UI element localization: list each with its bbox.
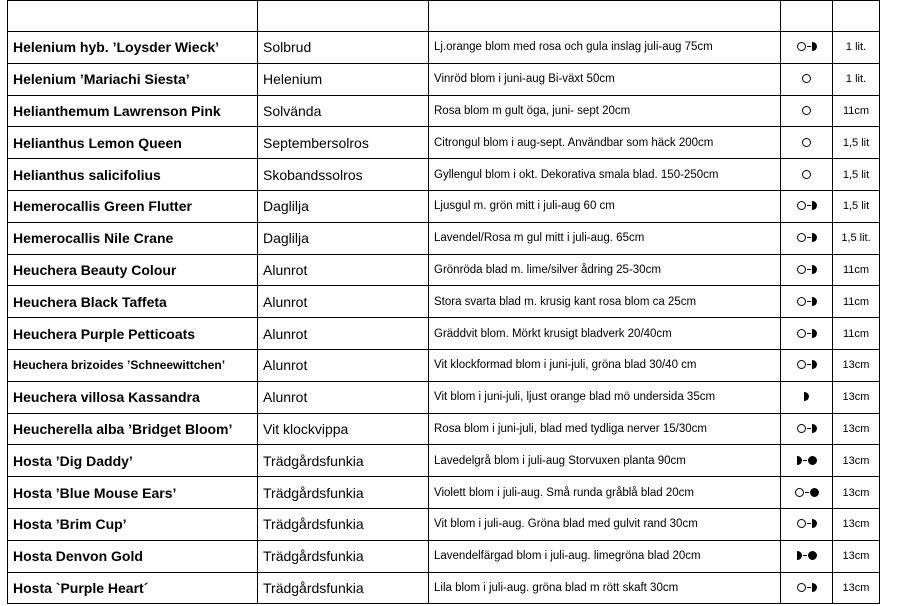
half-shade-icon xyxy=(797,551,802,560)
light-requirement xyxy=(781,508,833,540)
plant-latin-name: Heucherella alba ’Bridget Bloom’ xyxy=(8,413,258,445)
plant-latin-name: Hosta `Purple Heart´ xyxy=(8,572,258,604)
full-shade-icon xyxy=(808,551,817,560)
header-cell-light xyxy=(781,1,833,32)
pot-size: 13cm xyxy=(833,540,880,572)
light-requirement xyxy=(781,572,833,604)
pot-size: 13cm xyxy=(833,477,880,509)
pot-size: 13cm xyxy=(833,349,880,381)
light-requirement xyxy=(781,222,833,254)
plant-description xyxy=(429,508,781,540)
plant-swedish-name: Septembersolros xyxy=(258,127,429,159)
full-shade-icon xyxy=(810,488,819,497)
pot-size: 13cm xyxy=(833,413,880,445)
light-requirement xyxy=(781,32,833,64)
table-row xyxy=(8,32,880,64)
pot-size: 1,5 lit xyxy=(833,190,880,222)
full-sun-icon xyxy=(797,360,806,369)
plant-swedish-name: Alunrot xyxy=(258,286,429,318)
plant-description-text: Lavendel/Rosa m gul mitt i juli-aug. 65cm xyxy=(434,232,645,245)
table-row xyxy=(8,413,880,445)
full-sun-icon xyxy=(797,424,806,433)
half-shade-icon xyxy=(812,329,817,338)
full-sun-icon xyxy=(797,297,806,306)
plant-latin-name: Helenium hyb. ’Loysder Wieck’ xyxy=(8,32,258,64)
plant-description-text: Vinröd blom i juni-aug Bi-växt 50cm xyxy=(434,73,615,86)
separator-dash xyxy=(807,523,811,524)
plant-description xyxy=(429,127,781,159)
separator-dash xyxy=(805,492,809,493)
full-sun-icon xyxy=(802,74,811,83)
plant-latin-name: Heuchera Purple Petticoats xyxy=(8,318,258,350)
plant-description-text: Violett blom i juli-aug. Små runda gråblå blad 20cm xyxy=(434,486,694,499)
plant-latin-name: Heuchera villosa Kassandra xyxy=(8,381,258,413)
light-requirement xyxy=(781,95,833,127)
light-requirement xyxy=(781,413,833,445)
plant-description xyxy=(429,63,781,95)
light-requirement xyxy=(781,540,833,572)
plant-description-text: Lila blom i juli-aug. gröna blad m rött skaft 30cm xyxy=(434,581,679,594)
pot-size: 1,5 lit xyxy=(833,159,880,191)
plant-description-text: Lavendelfärgad blom i juli-aug. limegröna blad 20cm xyxy=(434,550,701,563)
full-sun-icon xyxy=(802,170,811,179)
table-row xyxy=(8,349,880,381)
separator-dash xyxy=(807,269,811,270)
plant-description-text: Vit klockformad blom i juni-juli, gröna blad 30/40 cm xyxy=(434,359,697,372)
table-row xyxy=(8,381,880,413)
plant-description xyxy=(429,95,781,127)
full-sun-icon xyxy=(797,329,806,338)
plant-description xyxy=(429,572,781,604)
light-requirement xyxy=(781,63,833,95)
light-requirement xyxy=(781,477,833,509)
plant-description xyxy=(429,445,781,477)
plant-description-text: Ljusgul m. grön mitt i juli-aug 60 cm xyxy=(434,200,615,213)
plant-swedish-name: Daglilja xyxy=(258,222,429,254)
plant-swedish-name: Trädgårdsfunkia xyxy=(258,477,429,509)
plant-description-text: Gyllengul blom i okt. Dekorativa smala blad. 150-250cm xyxy=(434,168,719,181)
full-shade-icon xyxy=(808,456,817,465)
plant-swedish-name: Vit klockvippa xyxy=(258,413,429,445)
table-header-row xyxy=(8,1,880,32)
table-row xyxy=(8,508,880,540)
plant-swedish-name: Trädgårdsfunkia xyxy=(258,572,429,604)
plant-description xyxy=(429,159,781,191)
full-sun-icon xyxy=(802,138,811,147)
table-row xyxy=(8,63,880,95)
plant-description-text: Grönröda blad m. lime/silver ådring 25-30cm xyxy=(434,263,661,276)
half-shade-icon xyxy=(812,297,817,306)
plant-swedish-name: Alunrot xyxy=(258,349,429,381)
pot-size: 13cm xyxy=(833,381,880,413)
plant-swedish-name: Trädgårdsfunkia xyxy=(258,508,429,540)
plant-latin-name: Heuchera Black Taffeta xyxy=(8,286,258,318)
plant-table xyxy=(7,0,880,604)
light-requirement xyxy=(781,286,833,318)
plant-swedish-name: Alunrot xyxy=(258,381,429,413)
half-shade-icon xyxy=(812,233,817,242)
separator-dash xyxy=(807,237,811,238)
table-row xyxy=(8,159,880,191)
plant-swedish-name: Solbrud xyxy=(258,32,429,64)
plant-description xyxy=(429,318,781,350)
plant-swedish-name: Trädgårdsfunkia xyxy=(258,540,429,572)
plant-description xyxy=(429,477,781,509)
plant-description xyxy=(429,381,781,413)
table-row xyxy=(8,477,880,509)
half-shade-icon xyxy=(812,583,817,592)
table-row xyxy=(8,127,880,159)
pot-size: 1,5 lit. xyxy=(833,222,880,254)
plant-description-text: Citrongul blom i aug-sept. Användbar som häck 200cm xyxy=(434,136,714,149)
plant-description xyxy=(429,222,781,254)
full-sun-icon xyxy=(797,42,806,51)
light-requirement xyxy=(781,381,833,413)
plant-description xyxy=(429,540,781,572)
light-requirement xyxy=(781,127,833,159)
full-sun-icon xyxy=(802,106,811,115)
table-row xyxy=(8,190,880,222)
plant-description xyxy=(429,349,781,381)
plant-swedish-name: Daglilja xyxy=(258,190,429,222)
plant-description xyxy=(429,190,781,222)
full-sun-icon xyxy=(797,201,806,210)
plant-swedish-name: Solvända xyxy=(258,95,429,127)
plant-swedish-name: Alunrot xyxy=(258,254,429,286)
plant-description-text: Vit blom i juli-aug. Gröna blad med gulvit rand 30cm xyxy=(434,518,698,531)
separator-dash xyxy=(807,587,811,588)
half-shade-icon xyxy=(812,265,817,274)
header-cell-size xyxy=(833,1,880,32)
header-cell-latin xyxy=(8,1,258,32)
half-shade-icon xyxy=(812,360,817,369)
table-row xyxy=(8,540,880,572)
separator-dash xyxy=(807,46,811,47)
separator-dash xyxy=(803,555,807,556)
full-sun-icon xyxy=(797,265,806,274)
full-sun-icon xyxy=(797,519,806,528)
pot-size: 11cm xyxy=(833,286,880,318)
table-row xyxy=(8,445,880,477)
plant-description xyxy=(429,32,781,64)
plant-description-text: Rosa blom i juni-juli, blad med tydliga nerver 15/30cm xyxy=(434,422,707,435)
plant-description-text: Vit blom i juni-juli, ljust orange blad mö undersida 35cm xyxy=(434,391,716,404)
plant-swedish-name: Trädgårdsfunkia xyxy=(258,445,429,477)
light-requirement xyxy=(781,190,833,222)
plant-latin-name: Hemerocallis Nile Crane xyxy=(8,222,258,254)
full-sun-icon xyxy=(797,233,806,242)
light-requirement xyxy=(781,254,833,286)
plant-description xyxy=(429,254,781,286)
plant-description xyxy=(429,286,781,318)
header-cell-swedish xyxy=(258,1,429,32)
pot-size: 11cm xyxy=(833,95,880,127)
plant-latin-name: Heuchera Beauty Colour xyxy=(8,254,258,286)
light-requirement xyxy=(781,318,833,350)
plant-description-text: Gräddvit blom. Mörkt krusigt bladverk 20/40cm xyxy=(434,327,672,340)
plant-description-text: Stora svarta blad m. krusig kant rosa blom ca 25cm xyxy=(434,295,697,308)
full-sun-icon xyxy=(795,488,804,497)
plant-swedish-name: Alunrot xyxy=(258,318,429,350)
pot-size: 13cm xyxy=(833,508,880,540)
pot-size: 1,5 lit xyxy=(833,127,880,159)
plant-latin-name: Helianthus salicifolius xyxy=(8,159,258,191)
separator-dash xyxy=(803,460,807,461)
separator-dash xyxy=(807,205,811,206)
plant-latin-name: Hosta ’Dig Daddy’ xyxy=(8,445,258,477)
half-shade-icon xyxy=(812,42,817,51)
table-row xyxy=(8,286,880,318)
pot-size: 11cm xyxy=(833,318,880,350)
header-cell-description xyxy=(429,1,781,32)
light-requirement xyxy=(781,349,833,381)
full-sun-icon xyxy=(797,583,806,592)
table-row xyxy=(8,95,880,127)
table-row xyxy=(8,254,880,286)
half-shade-icon xyxy=(812,519,817,528)
half-shade-icon xyxy=(812,201,817,210)
plant-latin-name: Helianthus Lemon Queen xyxy=(8,127,258,159)
plant-latin-name: Hosta ’Blue Mouse Ears’ xyxy=(8,477,258,509)
half-shade-icon xyxy=(797,456,802,465)
plant-description-text: Rosa blom m gult öga, juni- sept 20cm xyxy=(434,104,631,117)
light-requirement xyxy=(781,445,833,477)
plant-latin-name: Hemerocallis Green Flutter xyxy=(8,190,258,222)
separator-dash xyxy=(807,428,811,429)
pot-size: 13cm xyxy=(833,572,880,604)
separator-dash xyxy=(807,333,811,334)
plant-description-text: Lj.orange blom med rosa och gula inslag juli-aug 75cm xyxy=(434,41,713,54)
plant-description-text: Lavedelgrå blom i juli-aug Storvuxen planta 90cm xyxy=(434,454,686,467)
separator-dash xyxy=(807,301,811,302)
plant-latin-name: Hosta ’Brim Cup’ xyxy=(8,508,258,540)
half-shade-icon xyxy=(804,392,809,401)
plant-latin-name: Helenium ’Mariachi Siesta’ xyxy=(8,63,258,95)
light-requirement xyxy=(781,159,833,191)
plant-swedish-name: Helenium xyxy=(258,63,429,95)
plant-swedish-name: Skobandssolros xyxy=(258,159,429,191)
plant-description xyxy=(429,413,781,445)
pot-size: 1 lit. xyxy=(833,63,880,95)
table-row xyxy=(8,318,880,350)
plant-latin-name: Hosta Denvon Gold xyxy=(8,540,258,572)
plant-latin-name: Helianthemum Lawrenson Pink xyxy=(8,95,258,127)
pot-size: 13cm xyxy=(833,445,880,477)
table-row xyxy=(8,572,880,604)
table-row xyxy=(8,222,880,254)
half-shade-icon xyxy=(812,424,817,433)
pot-size: 1 lit. xyxy=(833,32,880,64)
separator-dash xyxy=(807,364,811,365)
pot-size: 11cm xyxy=(833,254,880,286)
plant-latin-name: Heuchera brizoides ’Schneewittchen’ xyxy=(8,349,258,381)
